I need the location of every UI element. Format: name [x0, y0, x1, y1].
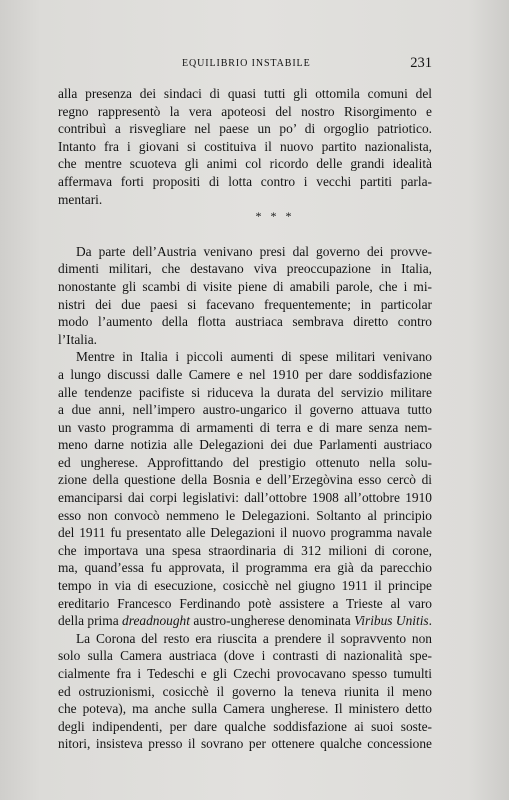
text-line: a due anni, nell’impero austro-ungarico il governo attuava tutto: [58, 402, 432, 418]
paragraph-3: [58, 348, 432, 630]
section-separator: * * *: [255, 209, 295, 224]
text-line: degli indipendenti, per dare qualche soddisfazione ai suoi soste-: [58, 718, 432, 734]
text-line: ma, quand’essa fu approvata, il programma era già da parecchio: [58, 560, 432, 576]
text-line: Mentre in Italia i piccoli aumenti di spese militari venivano: [76, 349, 432, 365]
text-line: nistri dei due paesi si facevano frequentemente; in particolar: [58, 296, 432, 312]
text-line: mentari.: [58, 191, 103, 207]
paragraph-2: [58, 243, 432, 349]
text-line: un vasto programma di armamenti di terra e di mare senza nem-: [58, 419, 432, 435]
text-line: regno rappresentò la vera apoteosi del nostro Risorgimento e: [58, 103, 432, 119]
text-line: affermava forti propositi di lotta contro i vecchi partiti parla-: [58, 173, 432, 189]
text-line: esso non convocò nemmeno le Delegazioni. Soltanto al principio: [58, 507, 432, 523]
text-line: l’Italia.: [58, 331, 98, 347]
italic-ship-name: Viribus Unitis: [354, 613, 429, 629]
text-line: a lungo discussi dalle Camere e nel 1910 per dare soddisfazione: [58, 366, 432, 382]
text-line: del 1911 fu presentato alle Delegazioni il nuovo programma navale: [58, 525, 432, 541]
text-line: ed ostruzionismi, cosicchè il governo la teneva riunita il meno: [58, 683, 432, 699]
text-line: cialmente fra i Tedeschi e gli Czechi provocavano spesso tumulti: [58, 666, 432, 681]
text-line: alle tendenze pacifiste si riduceva la durata del servizio militare: [58, 384, 432, 400]
text-line: nonostante gli scambi di visite piene di amabili parole, che i mi-: [58, 278, 432, 294]
text-line: La Corona del resto era riuscita a prendere il sopravvento non: [76, 630, 432, 646]
text-line: tempo in via di esecuzione, cosicchè nel giugno 1911 il principe: [58, 578, 432, 594]
italic-term-dreadnought: dreadnought: [122, 613, 190, 629]
paragraph-4: [58, 630, 432, 753]
page-number: 231: [410, 55, 432, 71]
text-fragment: della prima: [58, 613, 123, 629]
text-line: dimenti militari, che destavano viva preoccupazione in Italia,: [58, 261, 432, 277]
text-line: ereditario Francesco Ferdinando potè assistere a Trieste al varo: [58, 595, 432, 611]
text-line: emanciparsi dai corpi legislativi: dall’ottobre 1908 all’ottobre 1910: [58, 490, 432, 506]
text-line: Intanto fra i giovani si costituiva il nuovo partito nazionalista,: [58, 138, 432, 154]
text-line: [58, 612, 432, 630]
text-line: che mentre scuoteva gli animi col ricordo delle grandi idealità: [58, 156, 432, 172]
text-fragment: austro-ungherese denominata: [189, 613, 355, 629]
text-line: solo sulla Camera austriaca (dove i contrasti di nazionalità spe-: [58, 648, 432, 664]
text-line: modo l’aumento della flotta austriaca sembrava diretto contro: [58, 314, 432, 330]
text-line: contribuì a risvegliare nel paese un po’ di orgoglio patriotico.: [58, 121, 432, 137]
text-line: che poteva), ma anche sulla Camera ungherese. Il ministero detto: [58, 701, 432, 717]
page-header: [58, 55, 432, 74]
text-line: zione della questione della Bosnia e dell’Erzegòvina esso cercò di: [58, 472, 432, 488]
body-text: [58, 85, 432, 753]
text-line: che importava una spesa straordinaria di 312 milioni di corone,: [58, 542, 432, 558]
running-title: EQUILIBRIO INSTABILE: [182, 58, 311, 69]
text-line: nitori, insisteva presso il sovrano per ottenere qualche concessione: [58, 736, 432, 752]
text-fragment: .: [428, 613, 432, 629]
text-line: alla presenza dei sindaci di quasi tutti gli ottomila comuni del: [58, 86, 432, 101]
text-line: meno darne notizia alle Delegazioni dei due Parlamenti austriaco: [58, 437, 432, 453]
text-line: Da parte dell’Austria venivano presi dal governo dei provve-: [76, 243, 432, 259]
text-line: ed ungherese. Approfittando del prestigio ottenuto nella solu-: [58, 454, 432, 470]
paragraph-1: [58, 85, 432, 208]
